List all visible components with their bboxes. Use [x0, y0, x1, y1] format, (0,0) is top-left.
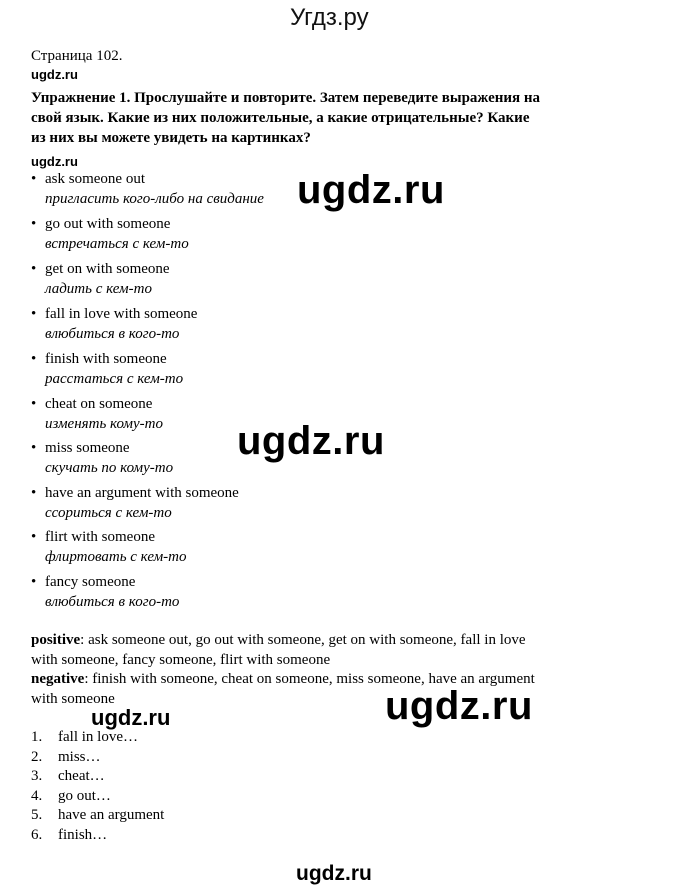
- bullet-icon: •: [31, 440, 37, 456]
- paragraph-line: with someone, fancy someone, flirt with someone: [31, 651, 331, 668]
- watermark-big: ugdz.ru: [297, 168, 445, 212]
- watermark-medium: ugdz.ru: [91, 705, 171, 730]
- phrase-ru: расстаться с кем-то: [45, 371, 184, 387]
- phrase-ru: скучать по кому-то: [45, 460, 174, 476]
- task-heading-line: свой язык. Какие из них положительные, а какие отрицательные? Какие: [31, 110, 530, 126]
- watermark-small: ugdz.ru: [31, 67, 78, 82]
- watermark-small: ugdz.ru: [31, 154, 78, 169]
- negative-text: : finish with someone, cheat on someone, miss someone, have an argument: [84, 671, 535, 687]
- watermark-big: ugdz.ru: [385, 684, 533, 728]
- answer-number: 1.: [31, 729, 43, 745]
- positive-text: : ask someone out, go out with someone, get on with someone, fall in love: [80, 632, 526, 648]
- task-heading-line: из них вы можете увидеть на картинках?: [31, 130, 311, 146]
- phrase-ru: влюбиться в кого-то: [45, 326, 180, 342]
- phrase-en: ask someone out: [45, 171, 145, 187]
- phrase-en: flirt with someone: [45, 529, 155, 545]
- bullet-icon: •: [31, 351, 37, 367]
- positive-label: positive: [31, 632, 81, 648]
- task-heading-line: Упражнение 1. Прослушайте и повторите. Затем переведите выражения на: [31, 90, 541, 106]
- bullet-icon: •: [31, 396, 37, 412]
- phrase-en: get on with someone: [45, 261, 170, 277]
- site-title: Угдз.ру: [290, 4, 369, 31]
- phrase-en: go out with someone: [45, 216, 171, 232]
- phrase-ru: флиртовать с кем-то: [45, 549, 187, 565]
- answer-number: 2.: [31, 749, 43, 765]
- phrase-ru: пригласить кого-либо на свидание: [45, 191, 264, 207]
- watermark-footer: ugdz.ru: [296, 862, 372, 885]
- phrase-ru: влюбиться в кого-то: [45, 594, 180, 610]
- bullet-icon: •: [31, 574, 37, 590]
- answer-number: 4.: [31, 788, 43, 804]
- answer-text: have an argument: [58, 807, 165, 823]
- phrase-en: fancy someone: [45, 574, 136, 590]
- answer-text: fall in love…: [58, 729, 138, 745]
- answer-number: 6.: [31, 827, 43, 843]
- positive-paragraph: [31, 631, 526, 670]
- answer-text: finish…: [58, 827, 108, 843]
- watermark-big: ugdz.ru: [237, 419, 385, 463]
- answer-number: 3.: [31, 768, 43, 784]
- answer-text: miss…: [58, 749, 101, 765]
- phrase-en: fall in love with someone: [45, 306, 198, 322]
- phrase-ru: встречаться с кем-то: [45, 236, 189, 252]
- answer-text: cheat…: [58, 768, 105, 784]
- phrase-ru: изменять кому-то: [45, 416, 163, 432]
- answer-number: 5.: [31, 807, 43, 823]
- phrase-en: finish with someone: [45, 351, 167, 367]
- phrase-en: cheat on someone: [45, 396, 153, 412]
- task-heading: [31, 88, 540, 148]
- phrase-en: have an argument with someone: [45, 485, 239, 501]
- paragraph-line: with someone: [31, 690, 115, 707]
- bullet-icon: •: [31, 171, 37, 187]
- phrase-en: miss someone: [45, 440, 130, 456]
- paragraph-line: [31, 631, 526, 651]
- bullet-icon: •: [31, 261, 37, 277]
- phrase-ru: ладить с кем-то: [45, 281, 152, 297]
- bullet-icon: •: [31, 306, 37, 322]
- phrase-ru: ссориться с кем-то: [45, 505, 172, 521]
- bullet-icon: •: [31, 485, 37, 501]
- answer-text: go out…: [58, 788, 111, 804]
- bullet-icon: •: [31, 216, 37, 232]
- negative-label: negative: [31, 671, 85, 687]
- bullet-icon: •: [31, 529, 37, 545]
- page-label: Страница 102.: [31, 48, 123, 64]
